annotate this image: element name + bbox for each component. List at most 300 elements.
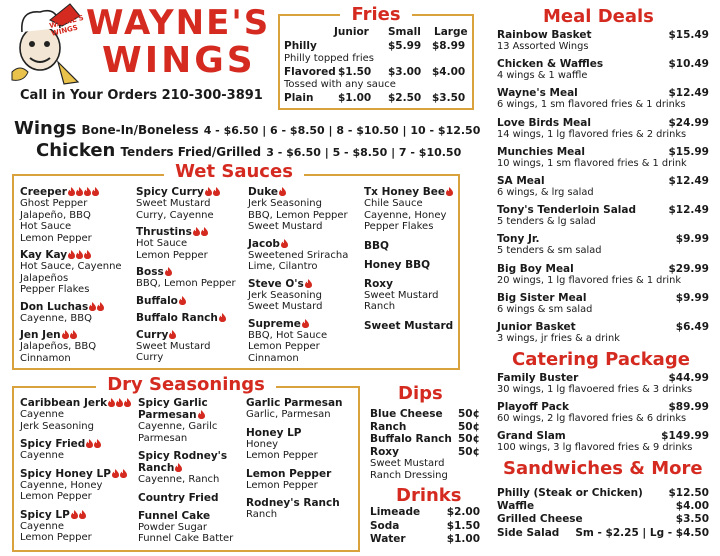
sauce-item	[20, 397, 136, 432]
deal-desc: 60 wings, 2 lg flavored fries & 6 drinks	[497, 413, 687, 424]
sandwich-item	[497, 527, 709, 539]
deal-price: $9.99	[675, 233, 709, 246]
sauce-item	[20, 509, 136, 544]
wet-col-4	[364, 186, 460, 339]
sauce-name	[246, 497, 358, 509]
dip-name: Roxy	[370, 445, 399, 458]
sauce-name	[138, 450, 246, 462]
sauce-desc: Cayenne	[20, 450, 65, 461]
sauce-desc: Lime, Cilantro	[248, 261, 318, 272]
flame-icon	[97, 302, 104, 311]
sauce-desc: Cinnamon	[248, 352, 299, 364]
sauce-desc: Pepper Flakes	[20, 284, 90, 295]
sauce-desc: Ranch	[364, 301, 396, 312]
sauce-name	[364, 186, 460, 198]
sauce-name	[248, 238, 362, 250]
sauce-item	[138, 450, 246, 486]
fries-philly-large: $8.99	[432, 40, 466, 52]
deal-desc: 30 wings, 1 lg flavoered fries & 3 drinks	[497, 384, 693, 395]
catering-title: Catering Package	[512, 349, 690, 370]
sauce-desc: Sweet Mustard	[136, 198, 211, 209]
sauce-desc: Lemon Pepper	[20, 491, 92, 502]
sauce-desc: Garlic, Parmesan	[246, 409, 331, 420]
sauce-desc: Cinnamon	[20, 352, 71, 364]
fries-plain-name: Plain	[284, 92, 314, 104]
sauce-desc: Sweet Mustard	[364, 289, 439, 301]
sauce-desc: Cayenne, Ranch	[138, 474, 220, 485]
deal-price: $6.49	[675, 321, 709, 333]
dip-name: Blue Cheese	[370, 408, 443, 420]
sauce-name-cont	[138, 462, 246, 474]
sauce-name-text: BBQ	[364, 239, 389, 252]
fries-flavored-small: $3.00	[388, 66, 422, 78]
flame-icon	[92, 187, 99, 196]
sauce-desc: Lemon Pepper	[246, 479, 318, 491]
deal-name: Playoff Pack	[497, 401, 569, 413]
sauce-desc: Lemon Pepper	[20, 232, 92, 244]
deal-desc: 20 wings, 1 lg flavored fries & 1 drink	[497, 274, 682, 286]
sauce-desc: Cayenne, BBQ	[20, 312, 92, 324]
flame-icon	[213, 187, 220, 196]
wet-col-2	[136, 186, 248, 369]
sauce-desc: Jalapeños	[20, 272, 69, 284]
dip-price: 50¢	[458, 445, 480, 458]
drink-price: $1.50	[446, 519, 480, 532]
sauce-name-text: Jacob	[248, 237, 280, 250]
sauce-name	[364, 240, 460, 252]
deal-price: $29.99	[668, 262, 709, 275]
deal-desc: 5 tenders & lg salad	[497, 216, 596, 228]
sauce-item	[364, 278, 460, 313]
sauce-desc: Powder Sugar	[138, 521, 208, 533]
call-in-orders: Call in Your Orders 210-300-3891	[20, 88, 263, 103]
flame-icon	[219, 313, 226, 322]
sauce-name	[136, 186, 248, 198]
sauce-name-text: Buffalo	[136, 294, 178, 307]
deal-desc: 14 wings, 1 lg flavored fries & 2 drinks	[497, 128, 687, 140]
deal-item	[497, 263, 709, 286]
deal-item	[497, 146, 709, 169]
flame-icon	[68, 187, 75, 196]
sauce-desc: Hot Sauce, Cayenne	[20, 261, 122, 272]
flame-icon	[79, 510, 86, 519]
chicken-title: Chicken	[36, 140, 116, 161]
fries-header-large: Large	[434, 26, 468, 38]
sandwich-name: Waffle	[497, 500, 535, 513]
sauce-name-text: Spicy Rodney's	[138, 450, 228, 462]
sauce-name	[246, 468, 358, 480]
sauce-name-text: Buffalo Ranch	[136, 311, 218, 324]
flame-icon	[76, 250, 83, 259]
deal-price: $15.49	[668, 29, 709, 41]
sauce-desc: Cayenne	[20, 520, 65, 532]
sauce-name-text: Don Luchas	[20, 300, 89, 313]
deal-price: $12.49	[668, 204, 709, 217]
sauce-name-text: Spicy Honey LP	[20, 467, 111, 480]
fries-flavored-name: Flavored	[284, 66, 336, 78]
sauce-item	[20, 468, 136, 503]
flame-icon	[198, 410, 205, 419]
drink-name: Water	[370, 533, 406, 545]
fries-flavored-desc: Tossed with any sauce	[284, 79, 396, 90]
sauce-item	[136, 295, 248, 307]
flame-icon	[112, 469, 119, 478]
sandwich-name: Grilled Cheese	[497, 513, 583, 526]
deal-item	[497, 233, 709, 256]
deal-name: Tony Jr.	[497, 233, 540, 246]
sauce-desc: Cayenne, Garilc	[138, 421, 218, 432]
drink-row	[370, 506, 480, 520]
chef-mascot-icon	[10, 2, 84, 86]
sauce-name-text: Spicy Curry	[136, 186, 204, 198]
sauce-desc: Hot Sauce	[136, 238, 188, 249]
dip-row	[370, 421, 480, 434]
deal-item	[497, 175, 709, 198]
sauce-item	[248, 186, 362, 233]
sauce-name	[20, 249, 134, 261]
sauce-name-text: Spicy Fried	[20, 438, 86, 450]
deal-item	[497, 29, 709, 52]
deal-price: $149.99	[661, 430, 709, 442]
sandwich-price: Sm - $2.25 | Lg - $4.50	[575, 526, 709, 539]
deal-name: Family Buster	[497, 372, 579, 384]
drink-name: Limeade	[370, 506, 421, 518]
deal-name: Chicken & Waffles	[497, 58, 604, 71]
flame-icon	[68, 250, 75, 259]
drinks-title: Drinks	[396, 485, 462, 506]
sauce-item	[364, 259, 460, 271]
flame-icon	[94, 439, 101, 448]
chicken-line	[36, 140, 461, 161]
deal-name: Big Sister Meal	[497, 291, 587, 304]
flame-icon	[205, 187, 212, 196]
flame-icon	[165, 267, 172, 276]
deal-price: $12.49	[668, 175, 709, 187]
sauce-name	[248, 186, 362, 198]
sauce-desc: Ranch	[246, 509, 278, 520]
deal-item	[497, 372, 709, 395]
sauce-desc: Chile Sauce	[364, 198, 423, 209]
sauce-name-text: Parmesan	[138, 409, 197, 421]
dry-col-3	[246, 397, 358, 527]
deal-name: Rainbow Basket	[497, 29, 592, 41]
deal-price: $9.99	[675, 291, 709, 304]
fries-title: Fries	[340, 4, 412, 26]
sauce-desc: Jalapeño, BBQ	[20, 209, 91, 221]
sauce-item	[364, 320, 460, 332]
deal-desc: 13 Assorted Wings	[497, 41, 589, 52]
wings-subtitle: Bone-In/Boneless	[81, 123, 199, 137]
deal-item	[497, 321, 709, 344]
flame-icon	[281, 239, 288, 248]
sandwich-item	[497, 500, 709, 512]
sauce-name	[138, 492, 246, 504]
deal-price: $89.99	[668, 401, 709, 413]
sauce-item	[246, 468, 358, 492]
sauce-name-text: Tx Honey Bee	[364, 186, 445, 198]
sauce-name	[246, 397, 358, 409]
sauce-desc: BBQ, Lemon Pepper	[248, 209, 348, 221]
deal-item	[497, 430, 709, 453]
sauce-desc: Hot Sauce	[20, 221, 72, 232]
flame-icon	[302, 319, 309, 328]
wings-prices: 4 - $6.50 | 6 - $8.50 | 8 - $10.50 | 10 - $12.50	[203, 124, 481, 137]
flame-icon	[89, 302, 96, 311]
sauce-name	[138, 397, 246, 409]
deal-desc: 3 wings, jr fries & a drink	[497, 333, 620, 344]
sauce-name-text: Roxy	[364, 277, 393, 290]
flame-icon	[175, 463, 182, 472]
sauce-name-text: Duke	[248, 186, 279, 198]
sandwich-price: $3.50	[675, 513, 709, 526]
deal-price: $12.49	[668, 87, 709, 100]
chicken-prices: 3 - $6.50 | 5 - $8.50 | 7 - $10.50	[266, 146, 462, 159]
dips-title: Dips	[398, 383, 443, 404]
sauce-desc: Jerk Seasoning	[248, 198, 322, 209]
deal-item	[497, 204, 709, 227]
sandwich-name: Side Salad	[497, 526, 560, 539]
sauce-desc: Jalapeños, BBQ	[20, 341, 97, 352]
dip-row	[370, 446, 480, 459]
deal-name: Big Boy Meal	[497, 262, 574, 275]
deal-item	[497, 292, 709, 315]
flame-icon	[179, 296, 186, 305]
drink-row	[370, 520, 480, 534]
deal-desc: 5 tenders & sm salad	[497, 245, 602, 257]
fries-header-small: Small	[388, 26, 421, 38]
sauce-item	[138, 397, 246, 444]
flame-icon	[86, 439, 93, 448]
sauce-desc: Jerk Seasoning	[20, 420, 94, 432]
deal-name: Grand Slam	[497, 430, 566, 442]
sauce-desc: Sweet Mustard	[248, 221, 323, 232]
sauce-name-text: Honey BBQ	[364, 258, 431, 271]
sauce-name	[20, 468, 136, 480]
sauce-item	[364, 186, 460, 233]
sauce-name-text: Funnel Cake	[138, 509, 211, 522]
dip-desc: Sweet Mustard	[370, 458, 445, 469]
sauce-name-text: Curry	[136, 328, 169, 341]
sandwich-price: $4.00	[675, 500, 709, 513]
flame-icon	[76, 187, 83, 196]
fries-flavored-large: $4.00	[432, 66, 466, 78]
dry-col-2	[138, 397, 246, 551]
deal-name: Munchies Meal	[497, 145, 585, 158]
sauce-name	[248, 318, 362, 330]
sauce-item	[248, 278, 362, 313]
sauce-name	[20, 186, 134, 198]
sauce-name	[136, 266, 248, 278]
sauce-desc: Parmesan	[138, 432, 188, 444]
sauce-desc: Sweet Mustard	[136, 340, 211, 352]
sauce-name	[136, 329, 248, 341]
sauce-desc: Cayenne	[20, 409, 65, 420]
sauce-name	[364, 320, 460, 332]
dry-col-1	[20, 397, 136, 550]
dip-name: Buffalo Ranch	[370, 433, 452, 445]
sauce-desc: Sweet Mustard	[248, 301, 323, 312]
sauce-desc: Lemon Pepper	[248, 341, 320, 352]
deal-item	[497, 58, 709, 81]
flame-icon	[116, 398, 123, 407]
dips-list	[370, 408, 480, 481]
flame-icon	[62, 330, 69, 339]
sauce-name	[138, 510, 246, 522]
deal-name: Junior Basket	[497, 321, 576, 333]
sauce-name-text: Sweet Mustard	[364, 319, 454, 332]
sauce-name	[364, 278, 460, 290]
deal-name: SA Meal	[497, 175, 545, 187]
sauce-desc: Cayenne, Honey	[364, 209, 447, 221]
sauce-name	[364, 259, 460, 271]
sauce-desc: Honey	[246, 438, 279, 450]
fries-plain-junior: $1.00	[338, 92, 372, 104]
deal-name: Love Birds Meal	[497, 116, 591, 129]
sauce-item	[248, 318, 362, 365]
flame-icon	[84, 250, 91, 259]
sauce-name-cont	[138, 409, 246, 421]
sauce-name-text: Steve O's	[248, 277, 304, 290]
flame-icon	[201, 227, 208, 236]
sauce-desc: Ghost Pepper	[20, 198, 88, 209]
dip-row	[370, 433, 480, 446]
sauce-name-text: Supreme	[248, 317, 301, 330]
fries-philly-small: $5.99	[388, 40, 422, 52]
sauce-desc: Curry, Cayenne	[136, 209, 214, 221]
deal-price: $44.99	[668, 372, 709, 384]
sauce-item	[138, 492, 246, 504]
sauce-name-text: Ranch	[138, 462, 175, 474]
sauce-desc: Sweetened Sriracha	[248, 249, 349, 261]
sauce-desc: Lemon Pepper	[246, 450, 318, 461]
fries-flavored-junior: $1.50	[338, 66, 372, 78]
logo-text: WAYNE'S WINGS	[48, 13, 85, 38]
sauce-item	[20, 438, 136, 462]
dip-price: 50¢	[458, 433, 480, 445]
flame-icon	[124, 398, 131, 407]
wet-sauces-title: Wet Sauces	[164, 161, 304, 183]
drink-price: $1.00	[446, 533, 480, 545]
flame-icon	[84, 187, 91, 196]
sauce-desc: Funnel Cake Batter	[138, 533, 234, 544]
sauce-item	[246, 397, 358, 421]
dry-seasonings-title: Dry Seasonings	[96, 374, 276, 396]
sauce-item	[20, 329, 134, 364]
deal-price: $10.49	[668, 58, 709, 71]
sauce-item	[136, 226, 248, 261]
sauce-name-text: Rodney's Ranch	[246, 497, 340, 509]
dip-price: 50¢	[458, 420, 480, 433]
sauce-name-text: Garlic Parmesan	[246, 397, 343, 409]
sauce-desc: Lemon Pepper	[136, 249, 208, 261]
sauce-name	[20, 329, 134, 341]
deal-price: $24.99	[668, 116, 709, 129]
sandwich-name: Philly (Steak or Chicken)	[497, 487, 643, 499]
sauce-item	[136, 186, 248, 221]
sandwiches-title: Sandwiches & More	[503, 458, 703, 479]
dip-desc: Ranch Dressing	[370, 469, 448, 481]
sauce-desc: Lemon Pepper	[20, 532, 92, 543]
wings-title: Wings	[14, 118, 77, 139]
sauce-name-text: Lemon Pepper	[246, 467, 332, 480]
flame-icon	[193, 227, 200, 236]
drink-name: Soda	[370, 519, 400, 532]
sauce-name	[20, 438, 136, 450]
sauce-name	[136, 226, 248, 238]
dip-price: 50¢	[458, 408, 480, 420]
sauce-name	[20, 509, 136, 521]
sauce-desc: Curry	[136, 352, 164, 363]
sauce-name-text: Spicy Garlic	[138, 397, 208, 409]
deal-item	[497, 87, 709, 110]
deal-name: Tony's Tenderloin Salad	[497, 204, 636, 217]
sauce-name-text: Caribbean Jerk	[20, 397, 108, 409]
flame-icon	[446, 187, 453, 196]
deal-item	[497, 401, 709, 424]
deal-item	[497, 117, 709, 140]
chicken-subtitle: Tenders Fried/Grilled	[120, 145, 262, 159]
sauce-name	[136, 312, 248, 324]
deal-desc: 4 wings & 1 waffle	[497, 70, 588, 82]
sauce-desc: BBQ, Lemon Pepper	[136, 278, 236, 289]
deal-desc: 6 wings, & lrg salad	[497, 187, 594, 198]
sauce-item	[136, 329, 248, 364]
flame-icon	[279, 187, 286, 196]
flame-icon	[305, 279, 312, 288]
sauce-name-text: Jen Jen	[20, 329, 61, 341]
flame-icon	[120, 469, 127, 478]
sandwich-item	[497, 487, 709, 499]
sauce-name-text: Creeper	[20, 186, 67, 198]
sauce-item	[248, 238, 362, 273]
sauce-item	[246, 427, 358, 462]
sauce-name-text: Kay Kay	[20, 249, 68, 261]
meal-deals-title: Meal Deals	[543, 6, 654, 27]
wings-line	[14, 118, 480, 139]
sandwich-price: $12.50	[668, 487, 709, 499]
flame-icon	[108, 398, 115, 407]
sauce-desc: BBQ, Hot Sauce	[248, 329, 328, 341]
sauce-item	[138, 510, 246, 545]
sauce-item	[364, 240, 460, 252]
sauce-name-text: Spicy LP	[20, 508, 70, 521]
dip-row	[370, 408, 480, 421]
sauce-name-text: Country Fried	[138, 491, 219, 504]
sauce-name	[136, 295, 248, 307]
sauce-name-text: Thrustins	[136, 226, 192, 238]
sauce-name	[248, 278, 362, 290]
wet-col-3	[248, 186, 362, 369]
deal-desc: 100 wings, 3 lg flavored fries & 9 drinks	[497, 442, 693, 453]
sandwich-item	[497, 513, 709, 525]
sauce-item	[20, 301, 134, 325]
fries-philly-desc: Philly topped fries	[284, 53, 374, 64]
brand-name-line1: WAYNE'S	[86, 3, 271, 43]
flame-icon	[70, 330, 77, 339]
sauce-desc: Cayenne, Honey	[20, 479, 103, 491]
deal-desc: 6 wings & sm salad	[497, 303, 593, 315]
drink-row	[370, 533, 480, 547]
fries-plain-small: $2.50	[388, 92, 422, 104]
deal-price: $15.99	[668, 145, 709, 158]
drinks-list	[370, 506, 480, 547]
sauce-desc: Jerk Seasoning	[248, 289, 322, 301]
sauce-desc: Pepper Flakes	[364, 221, 434, 232]
fries-header-junior: Junior	[334, 26, 369, 38]
deal-desc: 10 wings, 1 sm flavored fries & 1 drink	[497, 157, 687, 169]
sauce-item	[20, 249, 134, 296]
sauce-item	[20, 186, 134, 244]
